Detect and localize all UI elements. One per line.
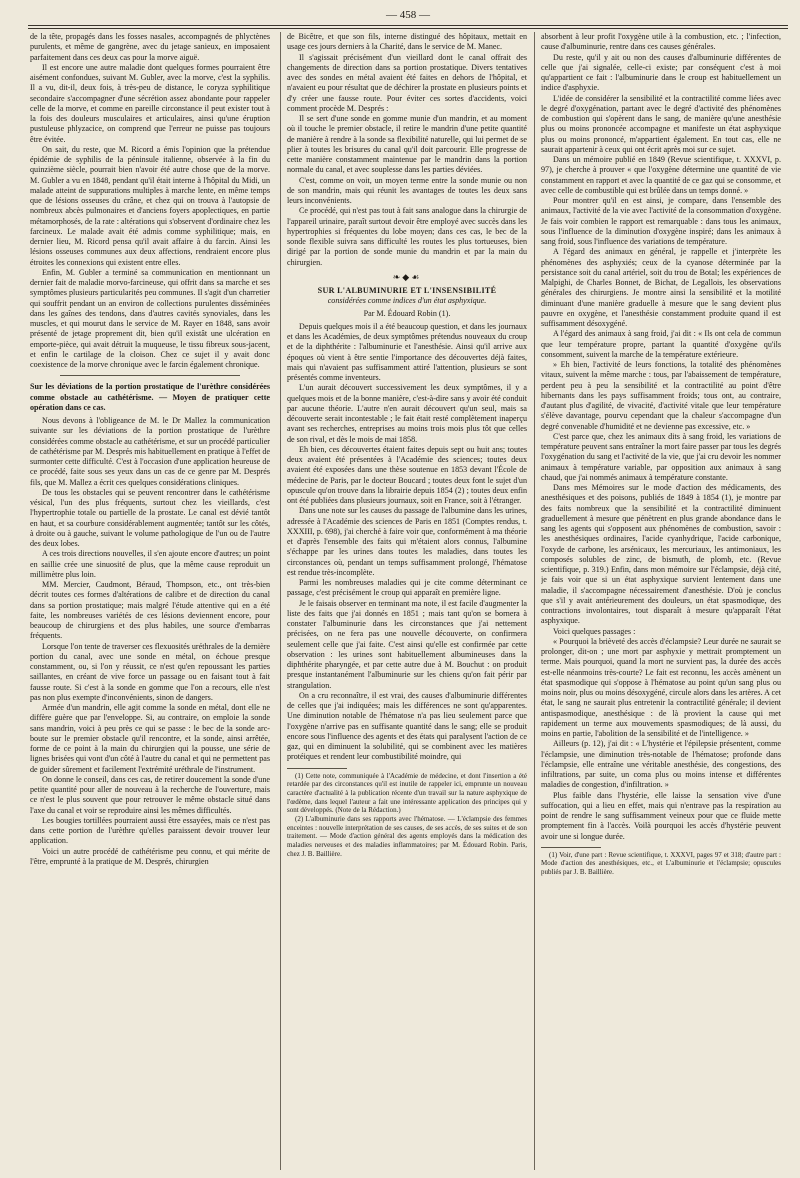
- article-title: Sur les déviations de la portion prostatique de l'urèthre considérées comme obstacle au cathétérisme. — Moyen de pratiquer cette opération dans ce cas.: [30, 382, 270, 412]
- paragraph: Pour montrer qu'il en est ainsi, je compare, dans l'ensemble des animaux, l'activité de la vie avec l'activité de la consommation d'oxygène. Je fais voir combien le rapport est remarquable : dans tous les animaux, sous l'influence de la diminution d'oxygène inspiré; dans les animaux à sang froid, sous l'influence des variations de température.: [541, 196, 781, 246]
- paragraph: Nous devons à l'obligeance de M. le Dr Mallez la communication suivante sur les déviations de la portion prostatique de l'urèthre considérées comme obstacle au cathétérisme, et sur un procédé particulier de cathétérisme par M. Després mis habituellement en pratique à l'effet de surmonter cette difficulté. C'est à l'occasion d'une application heureuse de ce procédé, faite sous ses yeux dans un cas de ce genre par M. Després fils, que M. Mallez a écrit ces quelques considérations cliniques.: [30, 416, 270, 487]
- footnote: (1) Cette note, communiquée à l'Académie de médecine, et dont l'insertion a été retardée par des circonstances qu'il est inutile de rappeler ici, emprunte un nouveau caractère d'actualité à la publication récente d'un travail sur la nature asphyxique de l'œdème, dans lequel l'auteur a fait une intéressante application des principes qui y sont développés. (Note de la Rédaction.): [287, 771, 527, 815]
- paragraph: Du reste, qu'il y ait ou non des causes d'albuminurie différentes de celle que j'ai signalée, celle-ci existe; par conséquent c'est à moi qu'appartient ce fait : l'albuminurie dans le croup est habituellement un indice d'asphyxie.: [541, 52, 781, 93]
- paragraph: « Pourquoi la brièveté des accès d'éclampsie? Leur durée ne saurait se prolonger, dit-on ; une mort par asphyxie y mettrait promptement un terme. Mais pourquoi, quand la mort ne survient pas, la durée des accès est-elle néanmoins très-courte? Le fait est reconnu, les accès amènent un état spasmodique qui s'oppose à l'hématose au point qu'un sang plus ou moins noir, plus ou moins désoxygéné, circule alors dans les artères. A cet état, le sang ne saurait plus entretenir la contractilité générale; il devient antispasmodique, anesthésique : de là provient la cause qui met rapidement un terme aux mouvements spasmodiques; de là aussi, du moins en partie, l'abolition de la sensibilité et de l'intelligence. »: [541, 636, 781, 738]
- footnotes: [541, 851, 781, 877]
- paragraph: absorbent à leur profit l'oxygène utile à la combustion, etc. ; l'infection, cause d'albuminurie, rentre dans ces causes générales.: [541, 32, 781, 52]
- paragraph: Il est encore une autre maladie dont quelques formes pourraient être aisément confondues, suivant M. Gubler, avec la morve, c'est la syphilis. Il a vu, dit-il, deux fois, à très-peu de distance, le coryza syphilitique secondaire s'accompagner d'une sécrétion assez abondante pour rappeler celle de la morve, et comme en pareille circonstance il peut exister tout à la fois des douleurs musculaires et articulaires, ainsi qu'une éruption pustuleuse phlyzacice, on comprend que l'erreur ne puisse pas toujours être évitée.: [30, 62, 270, 144]
- paragraph: A l'égard des animaux en général, je rappelle et j'interprète les phénomènes des asphyxiés; ceux de la cyanose déterminée par la persistance soit du canal artériel, soit du trou de Botal; les expériences de Malpighi, de Charles Bonnet, de Bichat, de Legallois, les observations générales des chirurgiens. Je montre ainsi la sensibilité et la motilité diminuant d'une manière graduelle à mesure que le sang devient plus pauvre en oxygène, et l'anesthésie constamment produite quand il est suffisamment désoxygéné.: [541, 247, 781, 328]
- paragraph: De tous les obstacles qui se peuvent rencontrer dans le cathétérisme vésical, l'un des plus fréquents, surtout chez les vieillards, c'est l'hypertrophie totale ou partielle de la prostate. Le canal est dévié tantôt en haut, et sa courbure considérablement augmentée; tantôt sur les côtés, à droite ou à gauche, suivant le volume pathologique de l'un ou de l'autre des deux lobes.: [30, 487, 270, 548]
- paragraph: Il se sert d'une sonde en gomme munie d'un mandrin, et au moment où il touche le premier obstacle, il retire le mandrin d'une petite quantité de manière à rendre à la sonde sa flexibilité naturelle, qui lui permet de se plier à toutes les brisures du canal qu'il doit parcourir. Elle progresse de cette manière constamment maintenue par le mandrin dans la portion normale du canal, et avec souplesse dans les parties déviées.: [287, 114, 527, 175]
- paragraph: Parmi les nombreuses maladies qui je cite comme déterminant ce passage, c'est précisément le croup qui apparaît en première ligne.: [287, 578, 527, 598]
- column-2: [287, 32, 527, 1170]
- paragraph: L'idée de considérer la sensibilité et la contractilité comme liées avec le degré d'oxygénation, partant avec le degré d'activité des phénomènes de combustion qui s'opèrent dans le sang, de manière qu'une anesthésie plus ou moins prononcée accompagne et manifeste un état asphyxique plus ou moins prononcé, m'appartient également. En tout cas, elle ne saurait appartenir à ceux qui ont écrit après moi sur ce sujet.: [541, 93, 781, 154]
- article-subtitle: considérées comme indices d'un état asphyxique.: [327, 296, 487, 306]
- header-rule: [28, 25, 788, 26]
- article-title: SUR L'ALBUMINURIE ET L'INSENSIBILITÉ: [317, 286, 497, 295]
- article-author: Par M. Édouard Robin (1).: [363, 308, 451, 318]
- paragraph: Plus faible dans l'hystérie, elle laisse la sensation vive d'une suffocation, qui a lieu en effet, mais qui n'entrave pas la respiration au point de rendre le sang suffisamment veineux pour que ce fluide mette promptement fin à l'accès. Voilà pourquoi les accès d'hystérie peuvent avoir une si longue durée.: [541, 790, 781, 841]
- paragraph: Ce procédé, qui n'est pas tout à fait sans analogue dans la chirurgie de l'appareil urinaire, paraît surtout devoir être employé avec succès dans les hypertrophies si fréquentes du lobe moyen; dans ces cas, le bec de la sonde flexible suivra sans difficulté les routes les plus tortueuses, bien dirigé par la portion de sonde munie du mandrin et par la main du chirurgien.: [287, 206, 527, 267]
- paragraph: Il s'agissait précisément d'un vieillard dont le canal offrait des changements de direction dans sa portion prostatique. Divers tentatives avec des sondes en métal avaient été faites en dehors de l'hôpital, et n'avaient eu pour résultat que de déchirer la prostate en plusieurs points et d'y créer une fausse route. Pour éviter ces sortes d'accidents, voici comment procède M. Després :: [287, 52, 527, 113]
- footnote: (2) L'albuminurie dans ses rapports avec l'hématose. — L'éclampsie des femmes enceintes : nouvelle interprétation de ses causes, de ses accès, de ses suites et de son traitement. — Mode d'action général des agents employés dans la médication des maladies nerveuses et des maladies inflammatoires; par M. Édouard Robin. Paris, chez J. B. Baillière.: [287, 815, 527, 858]
- paragraph: On donne le conseil, dans ces cas, de retirer doucement la sonde d'une petite quantité pour aller de nouveau à la recherche de l'ouverture, mais ce n'est le plus souvent que pour retrouver le même obstacle situé dans l'axe du canal et voir se reproduire ainsi les mêmes difficultés.: [30, 774, 270, 815]
- column-divider: [280, 32, 281, 1170]
- paragraph: » Eh bien, l'activité de leurs fonctions, la totalité des phénomènes vitaux, suivent la même marche : tous, par l'abaissement de température, perdent peu à peu la sensibilité et la contractilité au point d'être hibernants dans les pays suffisamment froids; tous ont, au contraire, d'autant plus d'agilité, de vivacité, d'activité vitale que leur température s'élève davantage, pourvu cependant que la chaleur s'accompagne d'un degré convenable d'humidité et ne devienne pas excessive, etc. »: [541, 360, 781, 431]
- paragraph: Je le faisais observer en terminant ma note, il est facile d'augmenter la liste des faits que j'ai donnés en 1851 ; mais tant qu'on se bornera à constater l'albuminurie dans les circonstances que j'ai nettement précisées, on ne fera pas une nouvelle découverte, on confirmera seulement celle que j'ai faite. C'est ainsi qu'elle est confirmée par cette observation : les urines sont habituellement albumineuses dans la diphthérite pharyngée, et par cette autre due à M. Bouchut : on produit presque instantanément l'albuminurie sur les chiens qu'on fait périr par strangulation.: [287, 598, 527, 690]
- paragraph: de Bicêtre, et que son fils, interne distingué des hôpitaux, mettait en usage ces jours derniers à la Charité, dans le service de M. Manec.: [287, 32, 527, 52]
- paragraph: Lorsque l'on tente de traverser ces flexuosités uréthrales de la dernière portion du canal, avec une sonde en métal, on échoue presque constamment, ou, si l'on y réussit, ce n'est qu'en repoussant les parties saillantes, en créant de vive force un passage ou en faisant tout à fait fausse route. Si c'est à la sonde en gomme que l'on a recours, elle n'est pas non plus exempte d'inconvénients, sinon de dangers.: [30, 641, 270, 702]
- paragraph: A l'égard des animaux à sang froid, j'ai dit : « Ils ont cela de commun que leur température propre, partant la quantité d'oxygène qu'ils consomment, suivent la marche de la température extérieure.: [541, 329, 781, 359]
- ornament-divider: ❧◆☙: [392, 271, 422, 282]
- paragraph: C'est, comme on voit, un moyen terme entre la sonde munie ou non de son mandrin, mais qui réunit les avantages de toutes les deux sans leurs inconvénients.: [287, 175, 527, 205]
- paragraph: Enfin, M. Gubler a terminé sa communication en mentionnant un dernier fait de maladie morvo-farcineuse, qui offrit dans sa marche et ses symptômes plusieurs particularités peu communes. Il s'agit d'un charretier qui souffrit pendant un an environ de collections purulentes disséminées dans les gaînes des tendons, dans d'autres cavités synoviales, dans les muscles, et qui mourut dans le service de M. Rayer en 1848, sans avoir présenté de jetage proprement dit, bien qu'il existât une ulcération en emporte-pièce, qui avait détruit la muqueuse, le tissu fibreux sous-jacent, et enfin le cartilage de la cloison. Chez ce sujet il y avait donc coexistence de la morve chronique avec le farcin également chronique.: [30, 267, 270, 369]
- footnote-rule: [541, 847, 601, 848]
- paragraph: A ces trois directions nouvelles, il s'en ajoute encore d'autres; un point en saillie crée une sinuosité de plus, que la même cause reproduit un millimètre plus loin.: [30, 549, 270, 579]
- paragraph: Les bougies tortillées pourraient aussi être essayées, mais ce n'est pas dans cette portion de l'urèthre qu'elles paraissent devoir trouver leur application.: [30, 815, 270, 846]
- paragraph: On sait, du reste, que M. Ricord a émis l'opinion que la prétendue épidémie de syphilis de la péninsule italienne, observée à la fin du quinzième siècle, pourrait bien n'avoir été autre chose que de la morve. M. Gubler a vu en 1848, pendant qu'il était interne à l'hôpital du Midi, un malade atteint de suppurations multiples à marche lente, en même temps que de lésions osseuses du crâne, et chez qui on trouva à l'autopsie de nombreux abcès pulmonaires et d'anciens foyers apoplectiques, en partie métamorphosés, de la rate : altérations qui s'observent d'ordinaire chez les farcineux. Le malade avait été admis comme syphilitique; mais, en dernier lieu, M. Ricord pensa qu'il avait affaire à du farcin. Ainsi les lésions osseuses communes aux deux affections, rendraient encore plus étroites les connexions qui existent entre elles.: [30, 144, 270, 267]
- paragraph: Armée d'un mandrin, elle agit comme la sonde en métal, dont elle ne diffère guère que par l'enveloppe. Si, au contraire, on emploie la sonde sans mandrin, voici à peu près ce qui se passe : le bec de la sonde arc-boute sur le premier obstacle qu'il rencontre, et la sonde, ainsi arrêtée, forme de ce point à la main du chirurgien qui la pousse, une série de lignes brisées qui vont d'un côté à l'autre du canal et qui ne permettent pas de guider sûrement et facilement l'extrémité uréthrale de l'instrument.: [30, 703, 270, 774]
- footnotes: [287, 772, 527, 859]
- paragraph: Ailleurs (p. 12), j'ai dit : « L'hystérie et l'épilepsie présentent, comme l'éclampsie, une diminution très-notable de l'hématose; profonde dans l'éclampsie, elle entraîne une véritable anesthésie, des congestions, des infiltrations, par suite, un coma plus ou moins intense et différentes maladies de congestion, d'infiltration. »: [541, 739, 781, 790]
- paragraph: Dans mes Mémoires sur le mode d'action des médicaments, des anesthésiques et des poisons, publiés de 1849 à 1854 (1), je montre par des faits nombreux que la sensibilité et la contractilité diminuent graduellement à mesure que pénètrent en plus grande abondance dans le sang les agents qui s'opposent aux phénomènes de combustion, savoir : les anesthésiques ordinaires, l'acide cyanhydrique, l'acide carbonique, l'oxyde de carbone, les arsénicaux, les mercuriaux, les antimoniaux, les composés solubles de zinc, de bismuth, de plomb, etc. (Revue scientifique, p. 319.) Enfin, dans mon mémoire sur l'éclampsie, déjà cité, je fais voir que si un état asphyxique survient lentement dans une maladie, il s'accompagne nécessairement d'anesthésie. D'où je conclus que s'il y avait antérieurement des douleurs, un état spasmodique, des contractions involontaires, tout disparaît à mesure qu'apparaît l'état asphyxique.: [541, 483, 781, 626]
- paragraph: L'un aurait découvert successivement les deux symptômes, il y a quelques mois et de la bonne manière, c'est-à-dire sans y avoir été conduit par aucune théorie. L'autre n'en aurait découvert qu'un seul, mais sa découverte serait incontestable ; le fait était resté complètement inaperçu avant ses recherches, entreprises au moins trois mois plus tôt que celles de son rival, et dès le mois de mai 1858.: [287, 383, 527, 444]
- page-number: — 458 —: [386, 9, 430, 21]
- paragraph: On a cru reconnaître, il est vrai, des causes d'albuminurie différentes de celles que j'ai indiquées; mais les différences ne sont qu'apparentes. Une diminution notable de l'hématose n'a pas lieu seulement parce que l'oxygène n'arrive pas en suffisante quantité dans le sang; elle se produit encore sous l'influence des agents et des états qui paralysent l'action de ce gaz, qui en diminuent la solubilité, qui se combinent avec les matières protéiques et rendent leur combustibilité moindre, qui: [287, 690, 527, 762]
- footnote-rule: [287, 768, 347, 769]
- paragraph: C'est parce que, chez les animaux dits à sang froid, les variations de température peuvent sans entraîner la mort faire passer par tous les degrés l'oxygénation du sang et l'activité de la vie, que j'ai cru devoir les nommer animaux à température variable, par opposition aux animaux à sang chaud, que j'ai nommés animaux à température constante.: [541, 431, 781, 482]
- paragraph: Voici un autre procédé de cathétérisme peu connu, et qui mérite de l'être, emprunté à la pratique de M. Després, chirurgien: [30, 846, 270, 866]
- paragraph: Voici quelques passages :: [553, 626, 636, 636]
- paragraph: de la tête, propagés dans les fosses nasales, accompagnés de phlyctènes purulents, et même de gangrène, avec du jetage sanieux, en imposaient parfaitement dans ces deux cas pour la morve aiguë.: [30, 32, 270, 62]
- paragraph: Depuis quelques mois il a été beaucoup question, et dans les journaux et dans les Académies, de deux symptômes prétendus nouveaux du croup et de la diphthérite : l'albuminurie et l'anesthésie. Ainsi qu'il arrive aux époques où vient à être sentie l'importance des découvertes déjà faites, mais qui n'avaient pas suffisamment attiré l'attention, plusieurs se sont présentés comme inventeurs.: [287, 321, 527, 382]
- paragraph: Eh bien, ces découvertes étaient faites depuis sept ou huit ans; toutes deux avaient été présentées à l'Académie des sciences; toutes deux avaient été exposées dans une thèse soutenue en 1853 devant l'École de médecine de Paris, par le docteur Boucard ; toutes deux font le sujet d'un opuscule qu'on trouve dans la librairie depuis 1854 (2) ; toutes deux enfin ont été publiées dans plusieurs journaux, soit en France, soit à l'étranger.: [287, 444, 527, 505]
- column-3: [541, 32, 781, 1170]
- section-separator: [60, 375, 240, 376]
- header-rule-double: [28, 28, 788, 29]
- column-divider: [534, 32, 535, 1170]
- column-1: [30, 32, 270, 1170]
- paragraph: MM. Mercier, Caudmont, Béraud, Thompson, etc., ont très-bien décrit toutes ces formes d'altérations de calibre et de direction du canal dans sa portion prostatique; mais malgré l'étude attentive qui en a été faite, les nombreuses variétés de ces lésions deviennent encore, pour beaucoup de chirurgiens et des plus habiles, une source d'embarras fréquents.: [30, 580, 270, 641]
- paragraph: Dans un mémoire publié en 1849 (Revue scientifique, t. XXXVI, p. 97), je cherche à prouver « que l'oxygène détermine une quantité de vie constamment en rapport et avec la quantité de ce gaz qui se consomme, et avec celle de combustible qui est brûlée dans un temps donné. »: [541, 155, 781, 195]
- paragraph: Dans une note sur les causes du passage de l'albumine dans les urines, adressée à l'Académie des sciences de Paris en 1851 (Comptes rendus, t. XXXIII, p. 698), j'ai cherché à faire voir que, conformément à ma théorie et d'après l'ensemble des faits qui m'étaient alors connus, l'albumine s'échappe par les urines dans toutes les maladies, dans toutes les circonstances où, pendant un temps suffisamment prolongé, l'hématose est rendue très-incomplète.: [287, 506, 527, 577]
- footnote: (1) Voir, d'une part : Revue scientifique, t. XXXVI, pages 97 et 318; d'autre part : Mode d'action des anesthésiques, etc., et L'albuminurie et l'éclampsie; opuscules publiés par J. B. Baillière.: [541, 850, 781, 877]
